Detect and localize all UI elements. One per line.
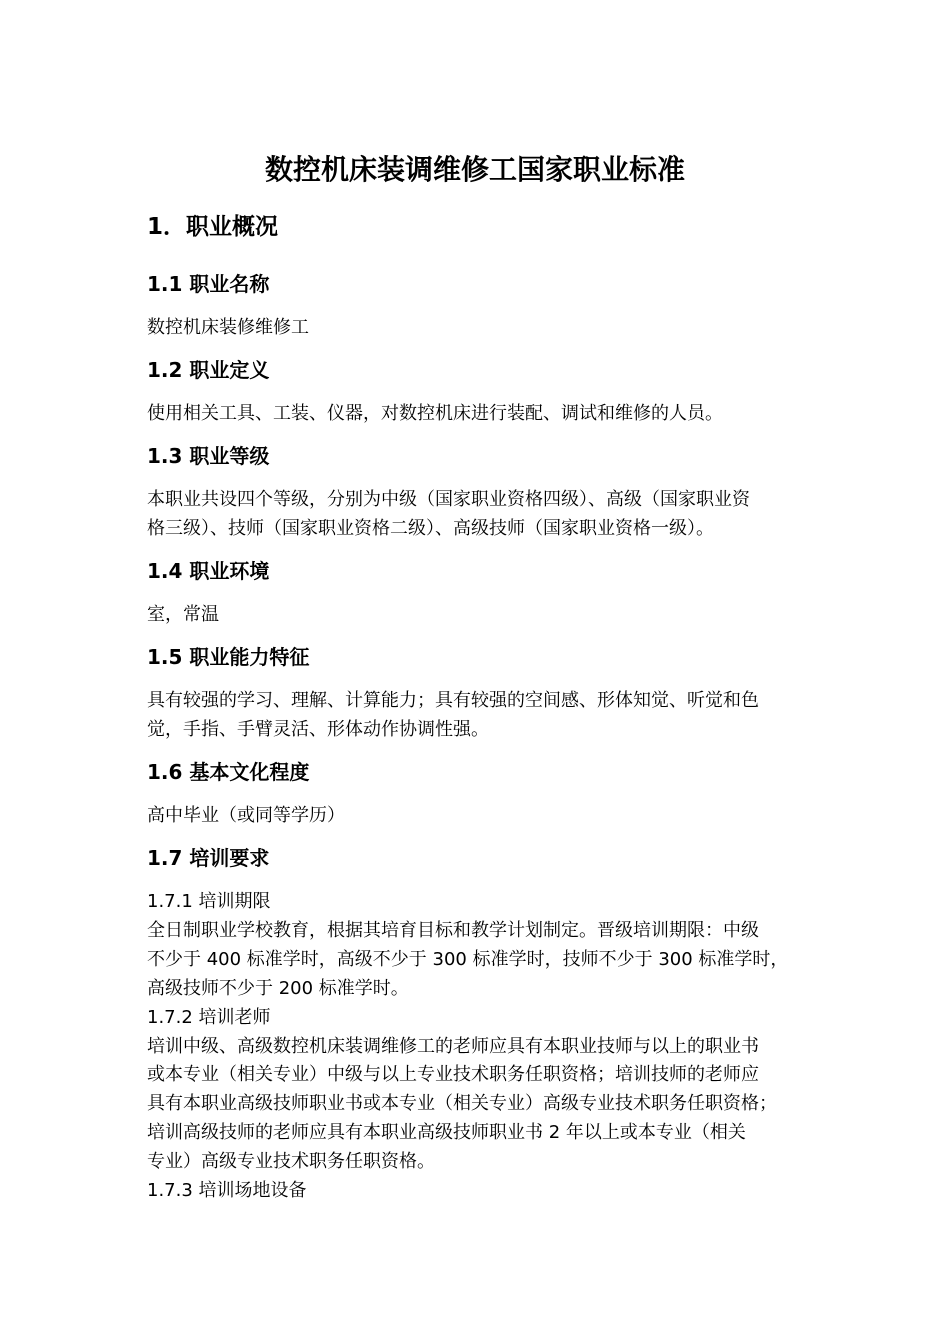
- section-body-1-3-line-1: 本职业共设四个等级，分别为中级（国家职业资格四级）、高级（国家职业资: [147, 489, 750, 510]
- chapter-heading: 1．职业概况: [147, 214, 279, 240]
- subsection-body-1-7-1-line-1: 全日制职业学校教育，根据其培育目标和教学计划制定。晋级培训期限：中级: [147, 920, 759, 941]
- section-heading-1-4: 1.4 职业环境: [147, 559, 270, 583]
- section-heading-1-5: 1.5 职业能力特征: [147, 645, 310, 669]
- subsection-body-1-7-2-line-3: 具有本职业高级技师职业书或本专业（相关专业）高级专业技术职务任职资格；: [147, 1093, 777, 1114]
- subsection-body-1-7-1-line-2: 不少于 400 标准学时，高级不少于 300 标准学时，技师不少于 300 标准学时，: [147, 949, 789, 970]
- section-body-1-5-line-2: 觉，手指、手臂灵活、形体动作协调性强。: [147, 719, 489, 740]
- subsection-body-1-7-2-line-5: 专业）高级专业技术职务任职资格。: [147, 1151, 435, 1172]
- section-body-1-6: 高中毕业（或同等学历）: [147, 805, 345, 826]
- section-heading-1-2: 1.2 职业定义: [147, 358, 270, 382]
- subsection-body-1-7-2-line-1: 培训中级、高级数控机床装调维修工的老师应具有本职业技师与以上的职业书: [147, 1036, 759, 1057]
- subsection-body-1-7-1-line-3: 高级技师不少于 200 标准学时。: [147, 978, 409, 999]
- subsection-body-1-7-2-line-2: 或本专业（相关专业）中级与以上专业技术职务任职资格；培训技师的老师应: [147, 1064, 759, 1085]
- section-heading-1-3: 1.3 职业等级: [147, 444, 270, 468]
- section-heading-1-7: 1.7 培训要求: [147, 846, 270, 870]
- subsection-title-1-7-3: 1.7.3 培训场地设备: [147, 1180, 307, 1201]
- subsection-body-1-7-2-line-4: 培训高级技师的老师应具有本职业高级技师职业书 2 年以上或本专业（相关: [147, 1122, 746, 1143]
- section-body-1-3-line-2: 格三级）、技师（国家职业资格二级）、高级技师（国家职业资格一级）。: [147, 518, 714, 539]
- subsection-title-1-7-2: 1.7.2 培训老师: [147, 1007, 271, 1028]
- subsection-title-1-7-1: 1.7.1 培训期限: [147, 891, 271, 912]
- section-heading-1-6: 1.6 基本文化程度: [147, 760, 310, 784]
- document-title: 数控机床装调维修工国家职业标准: [264, 153, 685, 186]
- section-body-1-1: 数控机床装修维修工: [147, 317, 309, 338]
- section-body-1-5-line-1: 具有较强的学习、理解、计算能力；具有较强的空间感、形体知觉、听觉和色: [147, 690, 759, 711]
- section-heading-1-1: 1.1 职业名称: [147, 272, 270, 296]
- section-body-1-2: 使用相关工具、工装、仪器，对数控机床进行装配、调试和维修的人员。: [147, 403, 723, 424]
- section-body-1-4: 室，常温: [147, 604, 219, 625]
